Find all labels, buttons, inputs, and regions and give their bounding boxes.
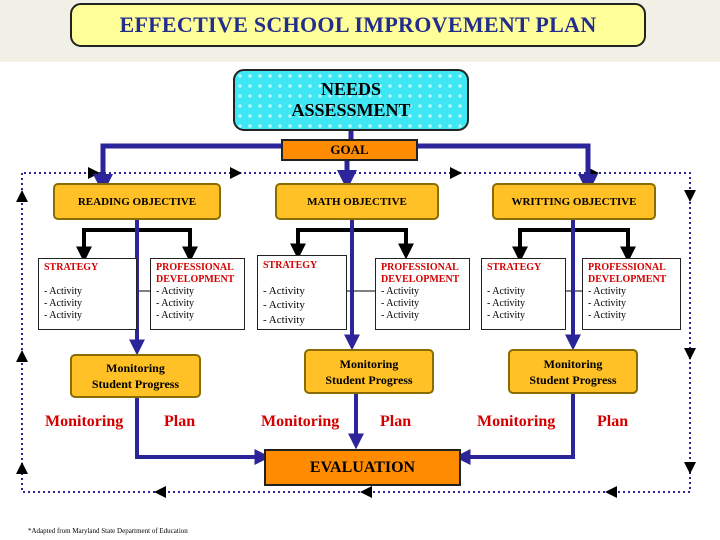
math-professional-development-box <box>375 258 470 330</box>
activity-item: - Activity <box>44 310 83 321</box>
footnote: *Adapted from Maryland State Department of Education <box>28 527 188 535</box>
page-title: EFFECTIVE SCHOOL IMPROVEMENT PLAN <box>70 3 646 47</box>
activity-item: - Activity <box>588 298 627 309</box>
monitoring-line-1: Monitoring <box>339 356 399 371</box>
activity-item: - Activity <box>156 286 195 297</box>
prof-dev-label-line-2: DEVELOPMENT <box>381 274 460 285</box>
goal-box: GOAL <box>281 139 418 161</box>
activity-item: - Activity <box>588 286 627 297</box>
prof-dev-label-line-1: PROFESSIONAL <box>588 262 666 273</box>
monitoring-label: Monitoring <box>477 413 556 430</box>
activity-item: - Activity <box>381 286 420 297</box>
prof-dev-label-line-1: PROFESSIONAL <box>381 262 459 273</box>
reading-monitoring-box <box>70 354 201 398</box>
monitoring-line-2: Student Progress <box>325 372 413 387</box>
reading-professional-development-box <box>150 258 245 330</box>
writing-professional-development-box <box>582 258 681 330</box>
needs-assessment-box <box>233 69 469 131</box>
math-monitoring-box <box>304 349 434 394</box>
activity-item: - Activity <box>263 299 305 311</box>
writing-monitoring-box <box>508 349 638 394</box>
strategy-label: STRATEGY <box>44 262 99 273</box>
writing-objective-box: WRITTING OBJECTIVE <box>492 183 656 220</box>
strategy-label: STRATEGY <box>263 260 318 271</box>
activity-item: - Activity <box>487 298 526 309</box>
activity-item: - Activity <box>44 286 83 297</box>
reading-strategy-box <box>38 258 137 330</box>
monitoring-label: Monitoring <box>261 413 340 430</box>
writing-strategy-box <box>481 258 566 330</box>
monitoring-label: Monitoring <box>45 413 124 430</box>
reading-objective-box: READING OBJECTIVE <box>53 183 221 220</box>
prof-dev-label-line-2: DEVELOPMENT <box>588 274 667 285</box>
plan-label: Plan <box>164 413 196 430</box>
activity-item: - Activity <box>263 313 305 326</box>
activity-item: - Activity <box>156 298 195 309</box>
activity-item: - Activity <box>381 298 420 309</box>
prof-dev-label-line-1: PROFESSIONAL <box>156 262 234 273</box>
strategy-label: STRATEGY <box>487 262 542 273</box>
math-objective-box: MATH OBJECTIVE <box>275 183 439 220</box>
plan-label: Plan <box>380 413 412 430</box>
activity-item: - Activity <box>263 284 305 297</box>
needs-line-2: ASSESSMENT <box>291 100 411 120</box>
needs-line-1: NEEDS <box>320 79 382 99</box>
monitoring-line-2: Student Progress <box>91 377 180 391</box>
math-strategy-box <box>257 255 347 330</box>
activity-item: - Activity <box>487 310 526 321</box>
monitoring-line-1: Monitoring <box>543 356 603 371</box>
monitoring-line-1: Monitoring <box>106 361 165 375</box>
activity-item: - Activity <box>44 298 83 309</box>
feedback-loop-line <box>22 173 690 492</box>
activity-item: - Activity <box>588 310 627 321</box>
evaluation-box: EVALUATION <box>264 449 461 486</box>
activity-item: - Activity <box>156 310 195 321</box>
plan-label: Plan <box>597 413 629 430</box>
activity-item: - Activity <box>487 286 526 297</box>
monitoring-line-2: Student Progress <box>529 372 617 387</box>
activity-item: - Activity <box>381 310 420 321</box>
prof-dev-label-line-2: DEVELOPMENT <box>156 274 235 285</box>
